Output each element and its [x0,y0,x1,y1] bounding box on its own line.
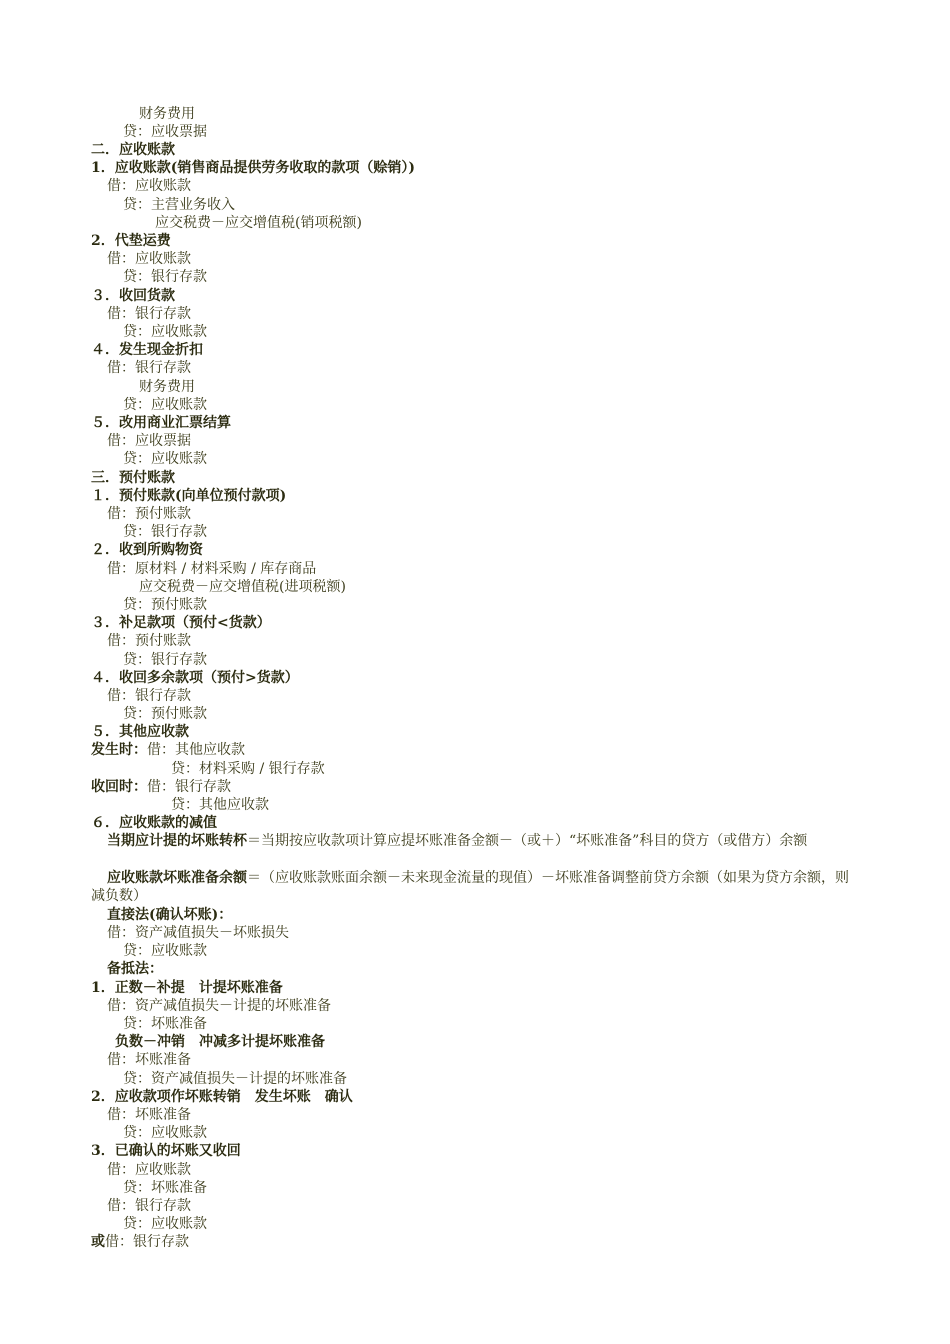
line-body: 借：银行存款 [147,779,231,795]
text-line: 贷：应收账款 [123,1216,207,1232]
text-line: 应交税费－应交增值税(销项税额) [155,215,362,231]
text-line [91,1233,189,1251]
item-heading: 2．应收款项作坏账转销 发生坏账 确认 [91,1089,353,1105]
text-line: 贷：资产减值损失－计提的坏账准备 [123,1071,347,1087]
text-line: 贷：预付账款 [123,597,207,613]
item-heading: ４．收回多余款项（预付>货款） [91,670,299,686]
paragraph-body: ＝当期按应收款项计算应提坏账准备金额－（或＋）“坏账准备”科目的贷方（或借方）余额 [247,833,808,849]
text-line: 贷：应收账款 [123,1125,207,1141]
item-heading: １．预付账款(向单位预付款项) [91,488,287,504]
paragraph [91,869,861,905]
item-heading: ５．其他应收款 [91,724,189,740]
text-line: 借：坏账准备 [107,1052,191,1068]
item-heading: 直接法(确认坏账)： [107,907,233,923]
text-line: 贷：应收账款 [123,324,207,340]
line-body: 借：银行存款 [105,1234,189,1250]
text-line: 借：应收票据 [107,433,191,449]
paragraph [91,832,861,850]
item-heading: ３．收回货款 [91,288,175,304]
paragraph-term: 当期应计提的坏账转杯 [107,833,247,849]
line-prefix: 发生时： [91,742,147,758]
text-line: 贷：坏账准备 [123,1016,207,1032]
text-line: 借：原材料 / 材料采购 / 库存商品 [107,561,317,577]
item-heading: 3．已确认的坏账又收回 [91,1143,241,1159]
line-body: 借：其他应收款 [147,742,245,758]
text-line: 借：应收账款 [107,178,191,194]
line-prefix: 或 [91,1234,105,1250]
text-line: 借：应收账款 [107,251,191,267]
text-line [91,778,231,796]
text-line: 贷：应收账款 [123,943,207,959]
item-heading: 1．应收账款(销售商品提供劳务收取的款项（赊销）) [91,160,415,176]
text-line: 借：银行存款 [107,688,191,704]
text-line: 贷：材料采购 / 银行存款 [171,761,325,777]
text-line [91,741,245,759]
text-line: 贷：其他应收款 [171,797,269,813]
text-line: 借：应收账款 [107,1162,191,1178]
text-line: 贷：应收票据 [123,124,207,140]
text-line: 贷：应收账款 [123,451,207,467]
text-line: 借：资产减值损失－计提的坏账准备 [107,998,331,1014]
item-heading: ４．发生现金折扣 [91,342,203,358]
line-prefix: 收回时： [91,779,147,795]
text-line: 财务费用 [139,106,195,122]
text-line: 贷：主营业务收入 [123,197,235,213]
text-line: 贷：银行存款 [123,269,207,285]
item-heading: 备抵法： [107,961,163,977]
paragraph-term: 应收账款坏账准备余额 [107,870,247,886]
paragraph-body: ＝（应收账款账面余额－未来现金流量的现值）－坏账准备调整前贷方余额（如果为贷方余额，则减负数） [91,870,849,904]
text-line: 贷：预付账款 [123,706,207,722]
text-line: 贷：应收账款 [123,397,207,413]
item-heading: 负数－冲销 冲减多计提坏账准备 [115,1034,325,1050]
item-heading: ２．收到所购物资 [91,542,203,558]
text-line: 贷：银行存款 [123,652,207,668]
text-line: 借：银行存款 [107,360,191,376]
item-heading: 2．代垫运费 [91,233,171,249]
text-line: 贷：银行存款 [123,524,207,540]
item-heading: ６．应收账款的减值 [91,815,217,831]
text-line: 借：银行存款 [107,306,191,322]
text-line: 借：预付账款 [107,633,191,649]
text-line: 贷：坏账准备 [123,1180,207,1196]
item-heading: ３．补足款项（预付<货款） [91,615,271,631]
section-heading: 三．预付账款 [91,470,175,486]
text-line: 财务费用 [139,379,195,395]
text-line: 借：银行存款 [107,1198,191,1214]
text-line: 借：坏账准备 [107,1107,191,1123]
text-line: 借：预付账款 [107,506,191,522]
item-heading: 1．正数－补提 计提坏账准备 [91,980,283,996]
item-heading: ５．改用商业汇票结算 [91,415,231,431]
text-line: 应交税费－应交增值税(进项税额) [139,579,346,595]
text-line: 借：资产减值损失－坏账损失 [107,925,289,941]
section-heading: 二．应收账款 [91,142,175,158]
